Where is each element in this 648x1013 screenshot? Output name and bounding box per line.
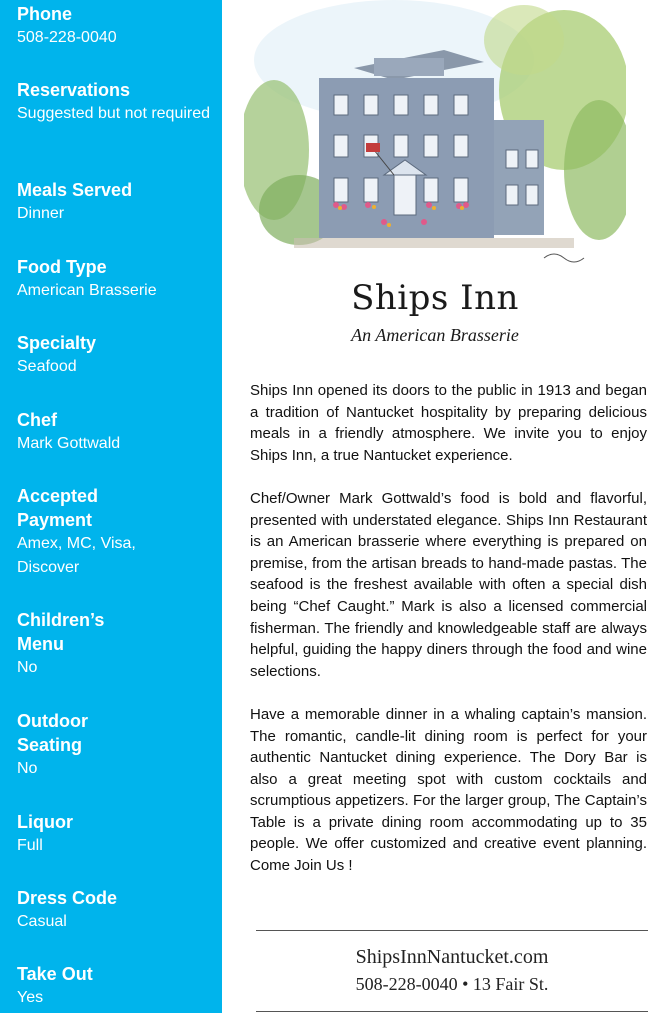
childrens-menu-info [17,608,147,680]
liquor-value: Full [17,837,43,854]
outdoor-seating-label: Outdoor Seating [17,711,88,755]
footer-bottom-divider [256,1011,648,1012]
take-out-info [17,962,217,1010]
restaurant-title: Ships Inn [351,278,519,318]
description-paragraph-1: Ships Inn opened its doors to the public in 1913 and began a tradition of Nantucket hospitality by preparing delicious meals in a friendly atmosphere. We invite you to enjoy Ships Inn, a true Nantucket experience. [250,382,647,464]
reservations-label: Reservations [17,80,131,100]
meals-label: Meals Served [17,180,133,200]
restaurant-subtitle: An American Brasserie [351,325,519,345]
reservations-info [17,78,217,126]
specialty-info [17,331,217,379]
meals-info [17,178,217,226]
payment-info [17,484,177,580]
description-paragraph-3: Have a memorable dinner in a whaling captain’s mansion. The romantic, candle-lit dining room is perfect for your authentic Nantucket dining experience. The Dory Bar is also a great meeting spot with custom cocktails and scrumptious appetizers. For the larger group, The Captain’s Table is a private dining room accommodating up to 35 people. We offer customized and creative event planning. Come Join Us ! [250,705,647,875]
phone-label: Phone [17,4,73,24]
website-link[interactable]: ShipsInnNantucket.com [355,946,549,968]
footer-contact: 508-228-0040 • 13 Fair St. [355,974,549,994]
phone-value[interactable]: 508-228-0040 [17,29,117,46]
description-paragraph-2: Chef/Owner Mark Gottwald’s food is bold and flavorful, presented with understated elegance. Ships Inn Restaurant is an American brasserie where everything is prepared on premise, from the artisan breads to hand-made pastas. The seafood is the freshest available with often a special dish being “Chef Caught.” Mark is also a licensed commercial fisherman. The friendly and knowledgeable staff are always helpful, guiding the happy diners through the food and wine selections. [250,489,647,680]
info-sidebar [0,0,222,1013]
footer-top-divider [256,930,648,931]
dress-code-value: Casual [17,913,67,930]
take-out-label: Take Out [17,964,93,984]
outdoor-seating-value: No [17,760,38,777]
liquor-info [17,810,217,858]
food-type-value: American Brasserie [17,282,157,299]
childrens-menu-value: No [17,659,38,676]
reservations-value: Suggested but not required [17,105,211,122]
description [250,380,647,898]
main-content [222,0,648,1013]
ships-inn-watercolor-illustration [244,0,626,270]
childrens-menu-label: Children’s Menu [17,610,105,654]
dress-code-info [17,886,217,934]
food-type-label: Food Type [17,257,107,277]
chef-info [17,408,217,456]
chef-value: Mark Gottwald [17,435,121,452]
chef-label: Chef [17,410,57,430]
payment-label: Accepted Payment [17,486,99,530]
liquor-label: Liquor [17,812,73,832]
dress-code-label: Dress Code [17,888,118,908]
specialty-label: Specialty [17,333,97,353]
payment-value: Amex, MC, Visa, Discover [17,535,136,576]
food-type-info [17,255,217,303]
take-out-value: Yes [17,989,44,1006]
outdoor-seating-info [17,709,137,781]
specialty-value: Seafood [17,358,77,375]
phone-info [17,2,217,50]
meals-value: Dinner [17,205,65,222]
